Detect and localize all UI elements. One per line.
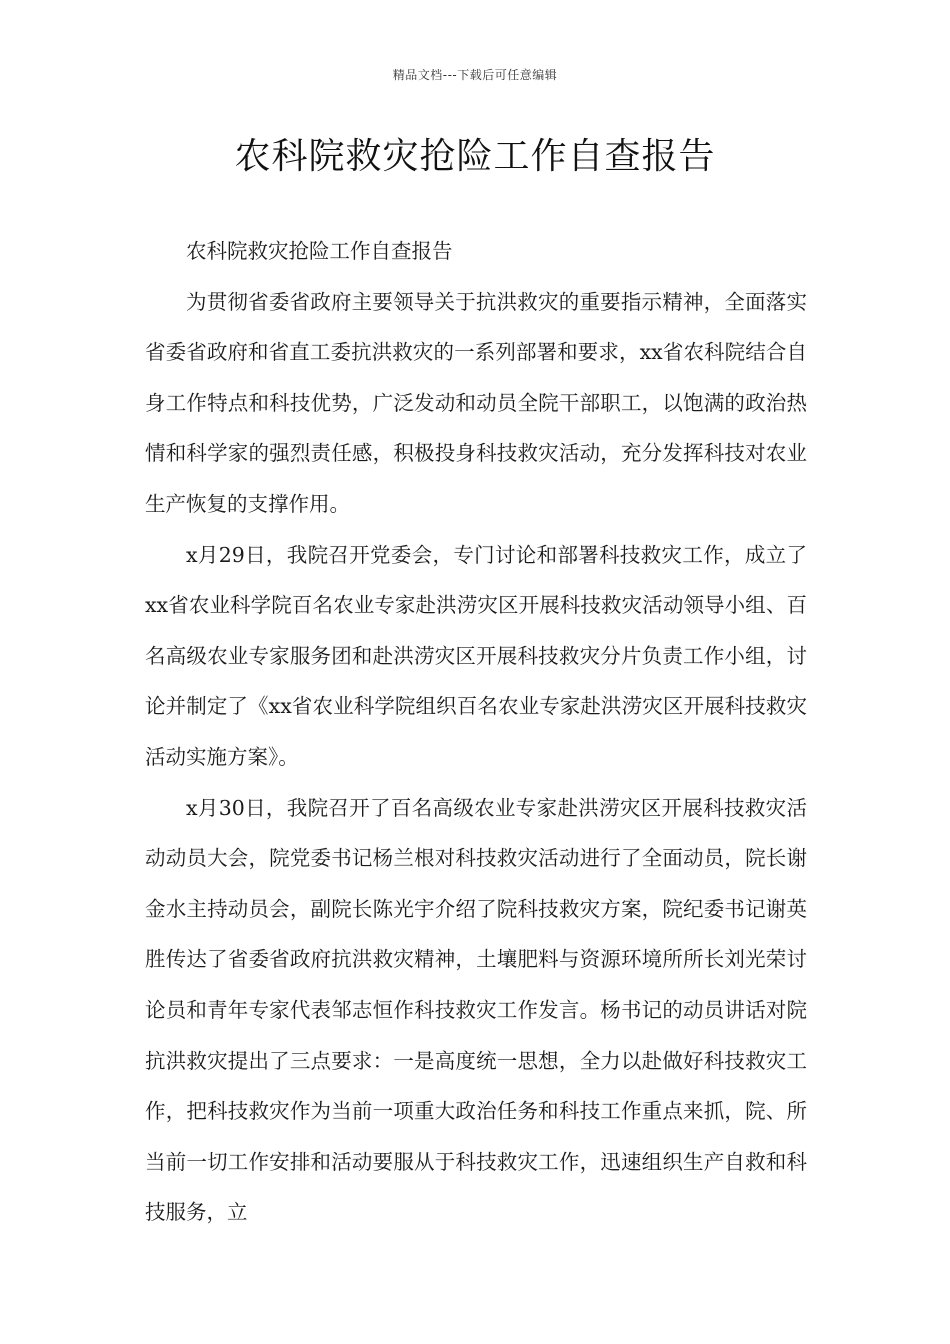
- paragraph: 为贯彻省委省政府主要领导关于抗洪救灾的重要指示精神，全面落实省委省政府和省直工委抗洪救灾的一系列部署和要求，xx省农科院结合自身工作特点和科技优势，广泛发动和动员全院干部职工，以饱满的政治热情和科学家的强烈责任感，积极投身科技救灾活动，充分发挥科技对农业生产恢复的支撑作用。: [145, 289, 807, 516]
- paragraph: x月29日，我院召开党委会，专门讨论和部署科技救灾工作，成立了xx省农业科学院百名农业专家赴洪涝灾区开展科技救灾活动领导小组、百名高级农业专家服务团和赴洪涝灾区开展科技救灾分片负责工作小组，讨论并制定了《xx省农业科学院组织百名农业专家赴洪涝灾区开展科技救灾活动实施方案》。: [145, 542, 807, 769]
- paragraph-subtitle: 农科院救灾抢险工作自查报告: [186, 239, 453, 263]
- document-body: [145, 226, 807, 1238]
- header-note: 精品文档---下载后可任意编辑: [392, 68, 558, 82]
- document-title: 农科院救灾抢险工作自查报告: [234, 136, 716, 177]
- paragraph: x月30日，我院召开了百名高级农业专家赴洪涝灾区开展科技救灾活动动员大会，院党委书记杨兰根对科技救灾活动进行了全面动员，院长谢金水主持动员会，副院长陈光宇介绍了院科技救灾方案，院纪委书记谢英胜传达了省委省政府抗洪救灾精神，土壤肥料与资源环境所所长刘光荣讨论员和青年专家代表邹志恒作科技救灾工作发言。杨书记的动员讲话对院抗洪救灾提出了三点要求：一是高度统一思想，全力以赴做好科技救灾工作，把科技救灾作为当前一项重大政治任务和科技工作重点来抓，院、所当前一切工作安排和活动要服从于科技救灾工作，迅速组织生产自救和科技服务，立: [145, 795, 807, 1225]
